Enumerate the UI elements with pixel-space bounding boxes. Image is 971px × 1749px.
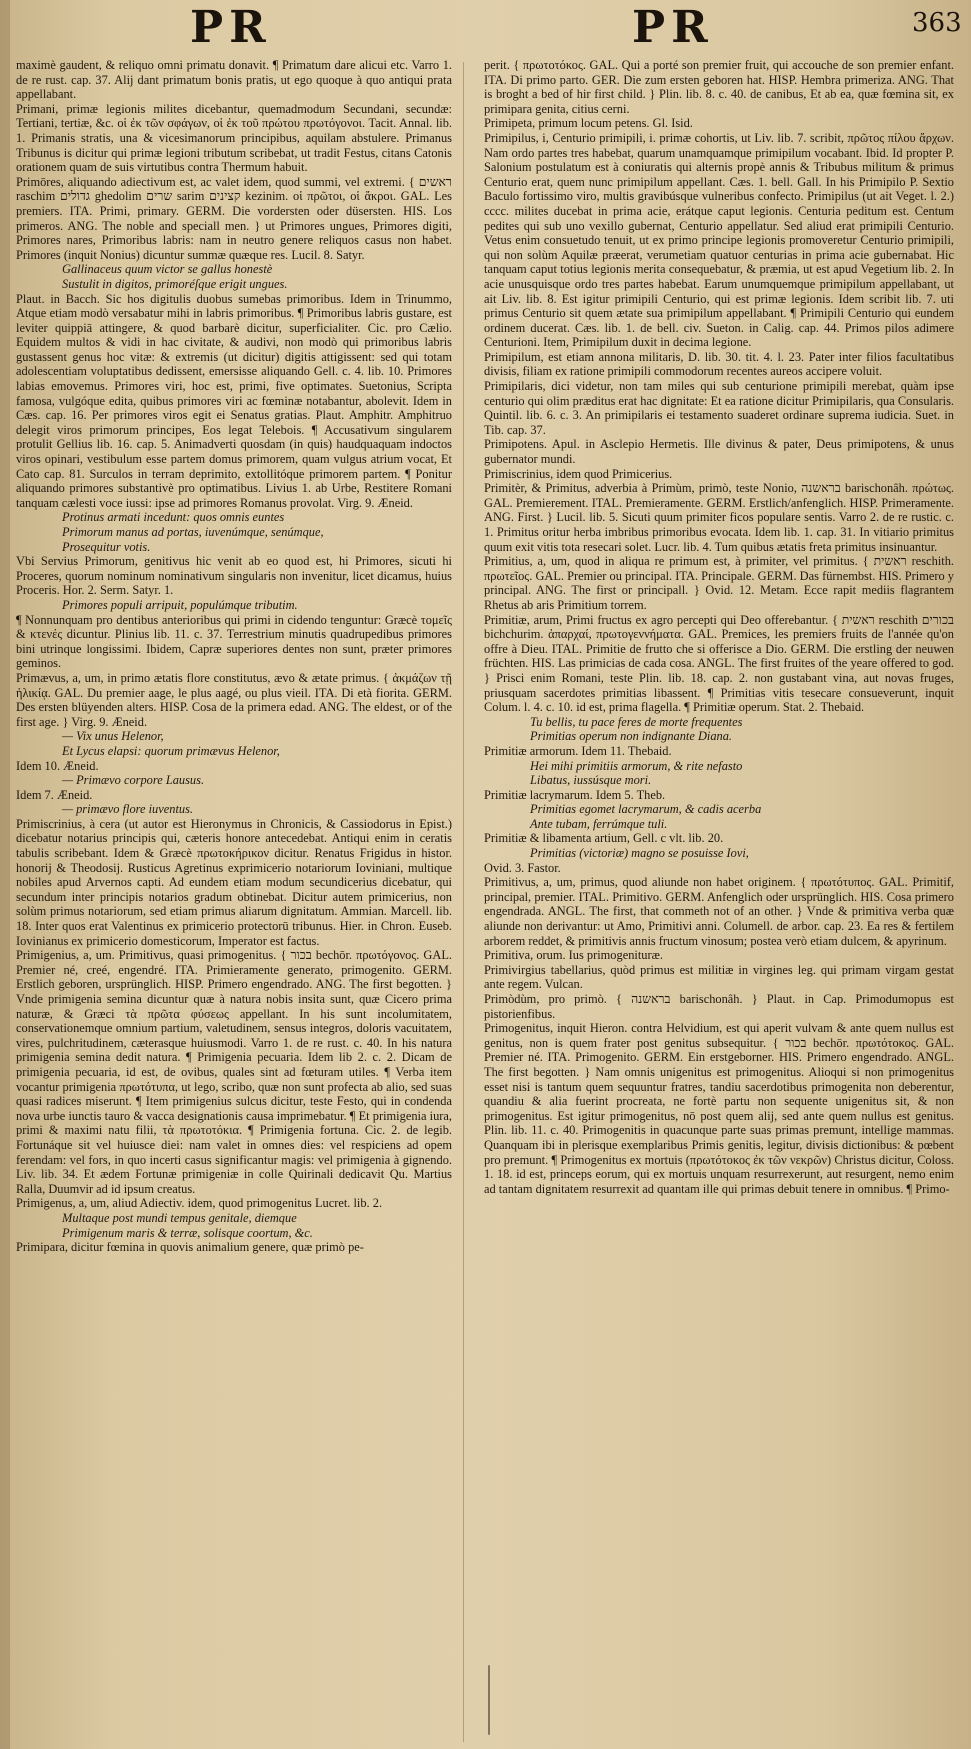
citation: Idem 7. Æneid. [16,787,93,802]
verse-line: Primitias operum non indignante Diana. [530,729,733,744]
right-column [484,58,954,1196]
verse-line: Tu bellis, tu pace feres de morte frequentes [530,714,743,729]
entry-primipilaris: Primipilaris, dici videtur, non tam miles qui sub centurione primipili merebat, quàm ipse centurio qui olim præditus erat hac dignitate: Et ea ratione dicitur Primipilaris, qua Consularis. Quintil. lib. 6. c. 3. An primipilaris ei testamento suaderet ordinare suprema iudicia. Suet. in Tib. cap. 37. [484,379,954,437]
column-divider [463,62,464,1742]
entry-primitius: Primitius, a, um, quod in aliqua re primum est, à primiter, vel primitus. { ראשית reschith. πρωτεῖος. GAL. Premier ou principal. ITA. Principale. GERM. Das fürnembst. HIS. Primero y principal. ANG. The first or principall. } Ovid. 12. Metam. Ecce rapit mediis flagrantem Rhetus ab aris Primitium torrem. [484,554,954,612]
entry-primitivus: Primitivus, a, um, primus, quod aliunde non habet originem. { πρωτότυπος. GAL. Primitif, principal, premier. ITAL. Primitivo. GERM. Anfenglich oder ursprünglich. HIS. Cosa primero engendrada. ANGL. The first, that commeth not of an other. } Vnde & primitiva verba quæ aliunde non derivantur: ut Amo, Primitivi anni. Columell. de arbor. cap. 23. Ea res & fertilem arborem reddet, & primitivis annis fructum vinosum; postea verò etiam dulcem, & apyrinum. [484,875,954,948]
verse-line: Primigenum maris & terræ, solisque coortum, &c. [62,1225,313,1240]
verse-line: Protinus armati incedunt: quos omnis euntes [62,510,285,525]
entry-primigenus: Primigenus, a, um, aliud Adiectiv. idem, quod primogenitus Lucret. lib. 2. [16,1196,383,1211]
verse-line: Prosequitur votis. [62,539,151,554]
running-head-left: PR [190,2,272,53]
entry-primipeta: Primipeta, primum locum petens. Gl. Isid. [484,116,693,131]
verse-line: Ante tubam, ferrúmque tuli. [530,816,668,831]
entry-primitiae-lacrymarum: Primitiæ lacrymarum. Idem 5. Theb. [484,787,666,802]
verse-line: Multaque post mundi tempus genitale, diemque [62,1210,297,1225]
entry-primitiae-armorum: Primitiæ armorum. Idem 11. Thebaid. [484,743,672,758]
entry-primitiae: Primitiæ, arum, Primi fructus ex agro percepti qui Deo offerebantur. { ראשית reschith בכורים bichchurim. ἀπαρχαί, πρωτογεννήματα. GAL. Premices, les premiers fruits de l'année qu'on offre à Dieu. ITAL. Primitie de frutto che si offerisce a Dio. GERM. Die erstling der neuwen früchten. HIS. Las primicias de cada cosa. ANGL. The first fruites of the yeare offered to god. } Prisci enim Romani, teste Plin. lib. 18. cap. 2. non gustabant vina, aut novas fruges, priusquam sacerdotes primitias libassent. ¶ Primitias vitis tesecare consueverunt, inquit Colum. l. 4. c. 10. id est, prima flagella. ¶ Primitiæ operum. Stat. 2. Thebaid. [484,612,954,715]
entry-primipotens: Primipotens. Apul. in Asclepio Hermetis. Ille divinus & pater, Deus primipotens, & unus gubernator mundi. [484,437,954,467]
citation: Idem 10. Æneid. [16,758,99,773]
verse-line: Primitias egomet lacrymarum, & cadis acerba [530,802,762,817]
ink-stroke-mark [488,1665,490,1735]
entry-primogenitus: Primogenitus, inquit Hieron. contra Helvidium, est qui aperit vulvam & ante quem nullus est genitus, non is quem frater post genitus subsequitur. { בכור bechōr. πρωτότοκος. GAL. Premier né. ITA. Primogenito. GERM. Ein erstgeborner. HIS. Primero engendrado. ANGL. The first begotten. } Nam omnis unigenitus est primogenitus. Alioqui si non primogenitus esset nisi is tantum quem sequuntur fratres, tandiu sacerdotibus primogenita non deberentur, quandiu & alia fuerint procreata, ne fortè partu non sequente unigenitus sit, & non primogenitus. Est igitur primogenitus, nō post quem alij, sed ante quem nullus est genitus. Plin. lib. 11. c. 40. Primogenitis in quacunque parte suas primas premunt, intellige mammas. Quanquam ibi in plerisque exemplaribus Primis genitis, legitur, divisis dictionibus: & pœbent pro premunt. ¶ Primogenitus ex mortuis (πρωτότοκος ἐκ τῶν νεκρῶν) Christus dicitur, Coloss. 1. 18. id est, princeps eorum, qui ex mortuis unquam resurrexerunt, aut resurgent, nemo enim ad tantam dignitatem resurrexit ad quantam ille qui primas debuit tenere in omnibus. ¶ Primo- [484,1021,954,1196]
entry-primores-cont: Plaut. in Bacch. Sic hos digitulis duobus sumebas primoribus. Idem in Trinummo, Atque etiam modò versabatur mihi in labris primoribus. ¶ Primoribus labris gustare, est leviter quippiā attingere, & quod barbarè dicitur, superficialiter. Cic. pro Cælio. Equidem multos & vidi in hac civitate, & audivi, non modò qui primoribus labris gustassent genus hoc vitæ: & extremis (ut dicitur) digitis attigissent: sed qui totam adolescentiam voluptatibus dedissent, emersisse aliquando Gell. c. 4. lib. 10. Primores labias emovemus. Primores viri, hoc est, primi, five optimates. Suetonius, Scripta famosa, vulgóque edita, quibus primores viri ac fœminæ notabantur, abolevit. Idem in Cæs. cap. 16. Per primores viros egit ei Senatus gratias. Plaut. Amphitr. Amphitruo delegit viros primorum principes, Eos legat Telebois. ¶ Accusativum singularem protulit Gellius lib. 16. cap. 5. Animadverti quosdam (in quis) haudquaquam indoctos viros opinari, vestibulum esse partem domus primorem, quam vulgus atrium vocat, Et Cato cap. 81. Surculos in terram deprimito, extollitóque primorem partem. ¶ Ponitur aliquando primores substantivè pro optimatibus. Livius 1. ab Urbe, Restitere Romani tanquam cælesti voce iussi: ipse ad primores Romanus provolat. Virg. 9. Æneid. [16,291,452,510]
verse-line: Et Lycus elapsi: quorum primævus Helenor, [62,743,280,758]
entry-primodum: Primòdùm, pro primò. { בראשנה barischonâh. } Plaut. in Cap. Primodumopus est pistorienfibus. [484,992,955,1021]
verse-line: — Vix unus Helenor, [62,729,164,744]
verse-line: Sustulit in digitos, primoréſque erigit ungues. [62,276,288,291]
entry-primitiae-libamenta: Primitiæ & libamenta artium, Gell. c vlt. lib. 20. [484,831,724,846]
verse-line: Primores populi arripuit, populúmque tributim. [62,597,298,612]
entry-primipilum: Primipilum, est etiam annona militaris, D. lib. 30. tit. 4. l. 23. Pater inter filios facultatibus divisis, filiam ex ratione primipili commodorum recentes aureos accipere voluit. [484,349,954,379]
entry-primiscrinius: Primiscrinius, idem quod Primicerius. [484,466,673,481]
verse-line: Gallinaceus quum victor se gallus honestè [62,262,273,277]
entry-primaevus: Primævus, a, um, in primo ætatis flore constitutus, ævo & ætate primus. { ἀκμάζων τῇ ἡλικίᾳ. GAL. Du premier aage, le plus aagé, ou plus vieil. ITA. Di età fiorita. GERM. Des ersten blüyenden alters. HISP. Cosa de la primera edad. ANG. The eldest, or of the first age. } Virg. 9. Æneid. [16,670,452,729]
entry-primani: Primani, primæ legionis milites dicebantur, quemadmodum Secundani, secundæ: Tertiani, tertiæ, &c. οἱ ἐκ τῶν σφάγων, οἱ ἐκ τοῦ πρώτου πρωτόγονοι. Tacit. Annal. lib. 1. Primanis stratis, una & vicesimanorum principibus, aquilam abstulere. Primanus Tribunus is dicitur qui primæ legioni tributum scribebat, ut tradit Festus, citans Catonis orationem quam de suis virtutibus contra Thermum habuit. [16,101,452,175]
verse-line: Primitias (victoriæ) magno se posuisse Iovi, [530,846,749,861]
verse-line: — Primævo corpore Lausus. [62,773,205,788]
entry-primigenius: Primigenius, a, um. Primitivus, quasi primogenitus. { בכור bechōr. πρωτόγονος. GAL. Premier né, creé, engendré. ITA. Primieramente generato, primogenito. GERM. Erstlich geboren, ursprünglich. HISP. Primero engendrado. ANG. The first begotten. } Vnde primigenia semina dicuntur quæ à natura nobis insita sunt, quæ Cicero prima naturæ, & Græci τὰ πρῶτα φύσεως appellant. In his sunt incolumitatem, conservationemque omnium partium, valetudinem, sensus integros, doloris vacuitatem, vires, pulchritudinem, cæterasque huiusmodi. Varro 1. de re rust. c. 40. In his natura primigenia semina dedit natura. ¶ Primigenia pecuaria. Idem lib 2. c. 2. Dicam de primigenia pecuaria, id est, de ovibus, quales sint ad fœturam utiles. ¶ Verba item vocantur primigenia πρωτότυπα, ut lego, scribo, quæ non sunt profecta ab alio, sed suas quasi radices miserunt. ¶ Item primigenius sulcus dicitur, teste Festo, qui in condenda nova urbe iunctis tauro & vacca designationis causa imprimebatur. ¶ Et primigenia iura, primi & maximi natu filii, τὰ πρωτοτόκια. ¶ Primigenia fortuna. Cic. 2. de legib. Fortunáque sit vel huiusce diei: nam valet in omnes dies: vel respiciens ad opem ferendam: vel fors, in quo incerti casus significantur magis: vel primigenia à gignendo. Liv. lib. 34. Et ædem Fortunæ primigeniæ in colle Quirinali dedicavit Qu. Martius Ralla, Duumvir ad id ipsum creatus. [16,948,452,1196]
verse-line: Hei mihi primitiis armorum, & rite nefasto [530,758,743,773]
entry-primatus: maximè gaudent, & reliquo omni primatu donavit. ¶ Primatum dare alicui etc. Varro 1. de re rust. cap. 37. Alij dant primatum bonis pratis, ut ego quoque à quo antiqui prata appellabant. [16,58,452,102]
left-column [16,58,452,1255]
entry-dentes: ¶ Nonnunquam pro dentibus anterioribus qui primi in cidendo tenguntur: Græcè τομεῖς & κτενές dicuntur. Plinius lib. 11. c. 37. Terrestrium minutis quadrupedibus primores bini utrinque longissimi. Ibidem, Capræ superiores dentes non sunt, præter primores geminos. [16,612,452,671]
entry-primivirgius: Primivirgius tabellarius, quòd primus est militiæ in virgines leg. qui primam virgam gestat ante regem. Vulcan. [484,962,954,992]
verse-line: — primævo flore iuventus. [62,802,194,817]
entry-primicerius: Primiscrinius, à cera (ut autor est Hieronymus in Chronicis, & Cassiodorus in Epist.) dicebatur notarius principis qui, cæteris honore antecedebat. Antiqui enim in ceratis tabulis scribebant. Idem & Græcè πρωτοκήρικον dicitur. Renatus Frigidus in histor. honorij & Theodosij. Rusticus Agretinus exprimicerio notariorum Ioviniani, multique nobiles apud Arvernos capti. Ad eundem etiam modum secundicerius dicebatur, qui secundum inter principis notarios gradum obtinebat. Dicitur autem primicerius, non solùm primus notariorum, sed etiam primus aliarum dignitatum. Ammian. Marcell. lib. 18. Inter quos erat Valentinus ex primicerio protectorū tribunus. Hier. in Chron. Euseb. Iovinianus ex primicerio domesticorum, Imperator est factus. [16,816,452,948]
entry-primipilus: Primipilus, i, Centurio primipili, i. primæ cohortis, ut Liv. lib. 7. scribit, πρῶτος πίλου ἄρχων. Nam ordo partes tres habebat, quarum unamquamque primipilum vocabant. Ibid. Id propter P. Salonium postulatum est à coniuratis qui alternis propè annis & Tribubus militum & primus Centurio erat, quem nunc primipilum appellant. Cæs. 1. bell. Gall. In his Primipilo P. Sextio Baculo fortissimo viro, multis gravibúsque vulneribus confecto. Primipilus (ut ait Veget. l. 2.) cccc. milites ducebat in prima acie, erátque caput legionis. Centuria peditum est. Centum pedites qui sub uno vexillo gubernat, Centurio appellatur. Sed aliud erat primipili Centurio. Vetus enim consuetudo tenuit, ut ex primo principe legionis promoveretur Centurio primipili, qui non solùm Aquilæ præerat, verumetiam quatuor centurias in prima acie gubernabat. Hic tanquam caput totius legionis merita consequebatur, & præmia, ut est apud Vegetium lib. 2. In acie unusquisque ordo tres partes habebat. Earum unumquemque primipilum appellabant, ut ait Liv. lib. 8. Est igitur primipili Centurio, qui est primæ legionis. Idem scribit lib. 7. uti primus Centurio sit quem ætate sua primipilum appellabant. ¶ Primipili Centurio qui eundem ordinem ducerat. Cæs. lib. 1. de bell. civ. Sueton. in Calig. cap. 44. Primos pilos adimere Centurioni. Item, Primipilum duxit in decima legione. [484,130,954,350]
entry-primipara-cont: perit. { πρωτοτόκος. GAL. Qui a porté son premier fruit, qui accouche de son premier enfant. ITA. Di primo parto. GER. Die zum ersten geboren hat. HISP. Hembra primeriza. ANG. That is broght a bed of hir first child. } Plin. lib. 8. c. 40. de canibus, Et ab ea, quæ fœmina sit, ex primipara genita, citius cerni. [484,58,954,116]
verse-line: Primorum manus ad portas, iuvenúmque, senúmque, [62,525,324,539]
verse-line: Libatus, iussúsque mori. [530,773,652,788]
page-number: 363 [912,8,962,38]
page-gutter-shadow [0,0,10,1749]
citation: Ovid. 3. Fastor. [484,860,561,875]
entry-primiter: Primitèr, & Primitus, adverbia à Primùm, primò, teste Nonio, בראשנה barischonâh. πρώτως. GAL. Premierement. ITAL. Premieramente. GERM. Erstlich/anfenglich. HISP. Primeramente. ANG. First. } Lucil. lib. 5. Sicuti quum primiter ficos populare sentis. Varro 2. de re rustic. c. 1. Primitus oritur herba imbribus primoribus evocata. Idem lib. 1. cap. 31. In vitiario primitus quum exit vitis tota resecari solet. Lucr. lib. 4. Tum quibus ætatis freta primitus insinuantur. [484,481,954,554]
entry-servius: Vbi Servius Primorum, genitivus hic venit ab eo quod est, hi Primores, sicuti hi Proceres, quorum nominum nominativum singularis non invenitur, licet dicamus, huius Proceris. Hor. 2. Serm. Satyr. 1. [16,554,452,598]
entry-primipara: Primipara, dicitur fœmina in quovis animalium genere, quæ primò pe- [16,1240,364,1255]
entry-primores: Primōres, aliquando adiectivum est, ac valet idem, quod summi, vel extremi. { ראשים raschim גדולים ghedolim שרים sarim קצינים kezinim. οἱ πρῶτοι, οἱ ἄκροι. GAL. Les premiers. ITA. Primi, primary. GERM. Die vordersten oder düsersten. HIS. Los primeros. ANG. The noble and speciall men. } ut Primores ungues, Primores digiti, Primores nares, Primoribus labris: nam in neutro genere reliquos casus non habet. Primores (inquit Nonius) dicuntur summæ quæque res. Lucil. 8. Satyr. [16,174,452,262]
running-head-right: PR [632,2,714,53]
entry-primitiva: Primitiva, orum. Ius primogenituræ. [484,948,663,963]
